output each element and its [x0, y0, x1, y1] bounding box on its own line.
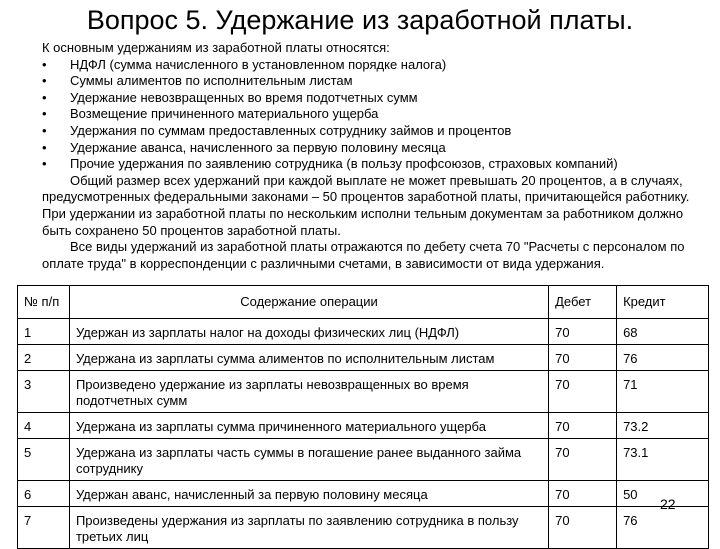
row-debit: 70: [549, 345, 617, 371]
row-debit: 70: [549, 507, 617, 549]
list-item-text: Удержания по суммам предоставленных сотруднику займов и процентов: [70, 122, 512, 138]
list-item: [42, 156, 692, 173]
deductions-list: [42, 57, 692, 173]
list-item-text: Удержание аванса, начисленного за первую половину месяца: [70, 139, 446, 155]
row-operation: Удержана из зарплаты сумма причиненного материального ущерба: [69, 413, 548, 439]
row-credit: 68: [617, 319, 709, 345]
row-debit: 70: [549, 319, 617, 345]
row-debit: 70: [549, 481, 617, 507]
row-num: 6: [18, 481, 70, 507]
list-item-text: Возмещение причиненного материального ущерба: [70, 106, 379, 122]
bullet-icon: •: [42, 89, 47, 105]
row-debit: 70: [549, 413, 617, 439]
list-item-text: Суммы алиментов по исполнительным листам: [70, 73, 353, 89]
row-num: 1: [18, 319, 70, 345]
row-num: 2: [18, 345, 70, 371]
row-num: 3: [18, 371, 70, 413]
list-item: [42, 57, 692, 74]
header-credit: Кредит: [617, 286, 709, 319]
header-num: № п/п: [18, 286, 70, 319]
list-item: [42, 123, 692, 140]
bullet-icon: •: [42, 122, 47, 138]
row-credit: 76: [617, 507, 709, 549]
row-debit: 70: [549, 439, 617, 481]
list-item-text: Удержание невозвращенных во время подотчетных сумм: [70, 89, 418, 105]
row-credit: 71: [617, 371, 709, 413]
bullet-icon: •: [42, 139, 47, 155]
table-row: [18, 345, 709, 371]
row-credit: 76: [617, 345, 709, 371]
slide-title: Вопрос 5. Удержание из заработной платы.: [86, 5, 634, 35]
table-row: [18, 439, 709, 481]
body-text: [42, 40, 692, 272]
header-debit: Дебет: [549, 286, 617, 319]
accounting-paragraph: Все виды удержаний из заработной платы отражаются по дебету счета 70 "Расчеты с персоналом по оплате труда" в корреспонденции с различными счетами, в зависимости от вида удержания.: [42, 239, 685, 271]
list-item: [42, 140, 692, 157]
bullet-icon: •: [42, 106, 47, 122]
row-operation: Произведены удержания из зарплаты по заявлению сотрудника в пользу третьих лиц: [69, 507, 548, 549]
bullet-icon: •: [42, 56, 47, 72]
page-number: 22: [660, 496, 676, 512]
table-row: [18, 507, 709, 549]
bullet-icon: •: [42, 156, 47, 172]
list-item-text: Прочие удержания по заявлению сотрудника (в пользу профсоюзов, страховых компаний): [70, 156, 618, 172]
row-operation: Удержан аванс, начисленный за первую половину месяца: [69, 481, 548, 507]
row-operation: Удержан из зарплаты налог на доходы физических лиц (НДФЛ): [69, 319, 548, 345]
row-operation: Удержана из зарплаты сумма алиментов по исполнительным листам: [69, 345, 548, 371]
row-credit: 73.1: [617, 439, 709, 481]
table-row: [18, 319, 709, 345]
row-credit: 73.2: [617, 413, 709, 439]
bullet-icon: •: [42, 73, 47, 89]
limits-paragraph: Общий размер всех удержаний при каждой выплате не может превышать 20 процентов, а в случаях, предусмотренных федеральными законами – 50 процентов заработной платы, причитающейся работнику. При удержании из заработной платы по нескольким исполни тельным документам за работником должно быть сохранено 50 процентов заработной платы.: [42, 172, 690, 238]
header-operation: Содержание операции: [69, 286, 548, 319]
row-operation: Удержана из зарплаты часть суммы в погашение ранее выданного займа сотруднику: [69, 439, 548, 481]
row-operation: Произведено удержание из зарплаты невозвращенных во время подотчетных сумм: [69, 371, 548, 413]
list-item-text: НДФЛ (сумма начисленного в установленном порядке налога): [70, 56, 447, 72]
row-debit: 70: [549, 371, 617, 413]
list-item: [42, 106, 692, 123]
table-row: [18, 481, 709, 507]
row-num: 7: [18, 507, 70, 549]
operations-table: [17, 285, 709, 549]
table-header-row: [18, 286, 709, 319]
intro-text: К основным удержаниям из заработной платы относятся:: [42, 40, 390, 55]
row-num: 4: [18, 413, 70, 439]
table-row: [18, 371, 709, 413]
row-credit: 50: [617, 481, 709, 507]
table-row: [18, 413, 709, 439]
list-item: [42, 73, 692, 90]
row-num: 5: [18, 439, 70, 481]
list-item: [42, 90, 692, 107]
